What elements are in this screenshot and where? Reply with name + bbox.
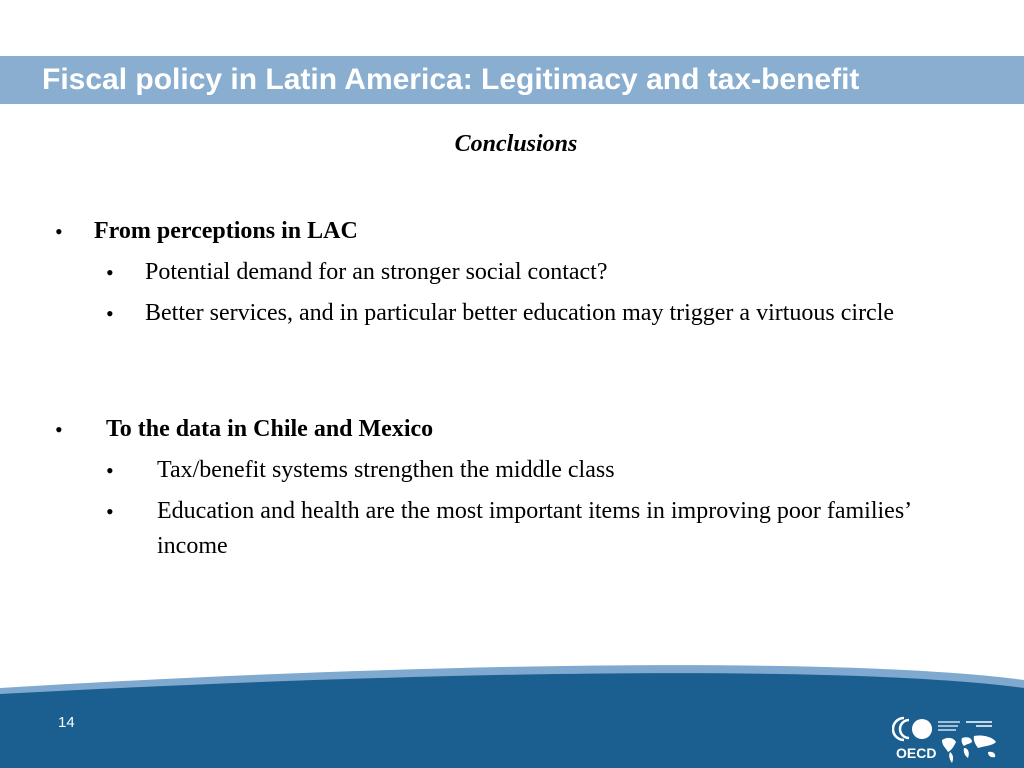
slide-subtitle: Conclusions (454, 131, 578, 157)
slide-title: Fiscal policy in Latin America: Legitimacy and tax-benefit (42, 63, 860, 96)
bullet-dot: • (55, 417, 63, 442)
bullet-item: Better services, and in particular better education may trigger a virtuous circle (145, 300, 895, 326)
bullet-dot: • (106, 260, 114, 285)
footer-wave-dark (0, 673, 1024, 768)
bullet-dot: • (106, 499, 114, 524)
oecd-logo (892, 716, 1020, 766)
page-number: 14 (58, 714, 75, 731)
oecd-wordmark: OECD (896, 745, 937, 761)
world-map-icon (942, 735, 996, 763)
oecd-circle-icon (893, 718, 932, 740)
bullet-item: Potential demand for an stronger social contact? (145, 259, 608, 285)
oecd-logo-icon (892, 716, 1020, 766)
bullet-item: Education and health are the most important items in improving poor families’ income (157, 498, 911, 559)
title-bar (0, 56, 1024, 104)
bullet-dot: • (55, 219, 63, 244)
section-heading: To the data in Chile and Mexico (106, 416, 434, 442)
bullet-item: Tax/benefit systems strengthen the middle class (157, 457, 615, 483)
bullet-dot: • (106, 458, 114, 483)
footer-wave (0, 660, 1024, 768)
bullet-dot: • (106, 301, 114, 326)
section-heading: From perceptions in LAC (94, 218, 358, 244)
